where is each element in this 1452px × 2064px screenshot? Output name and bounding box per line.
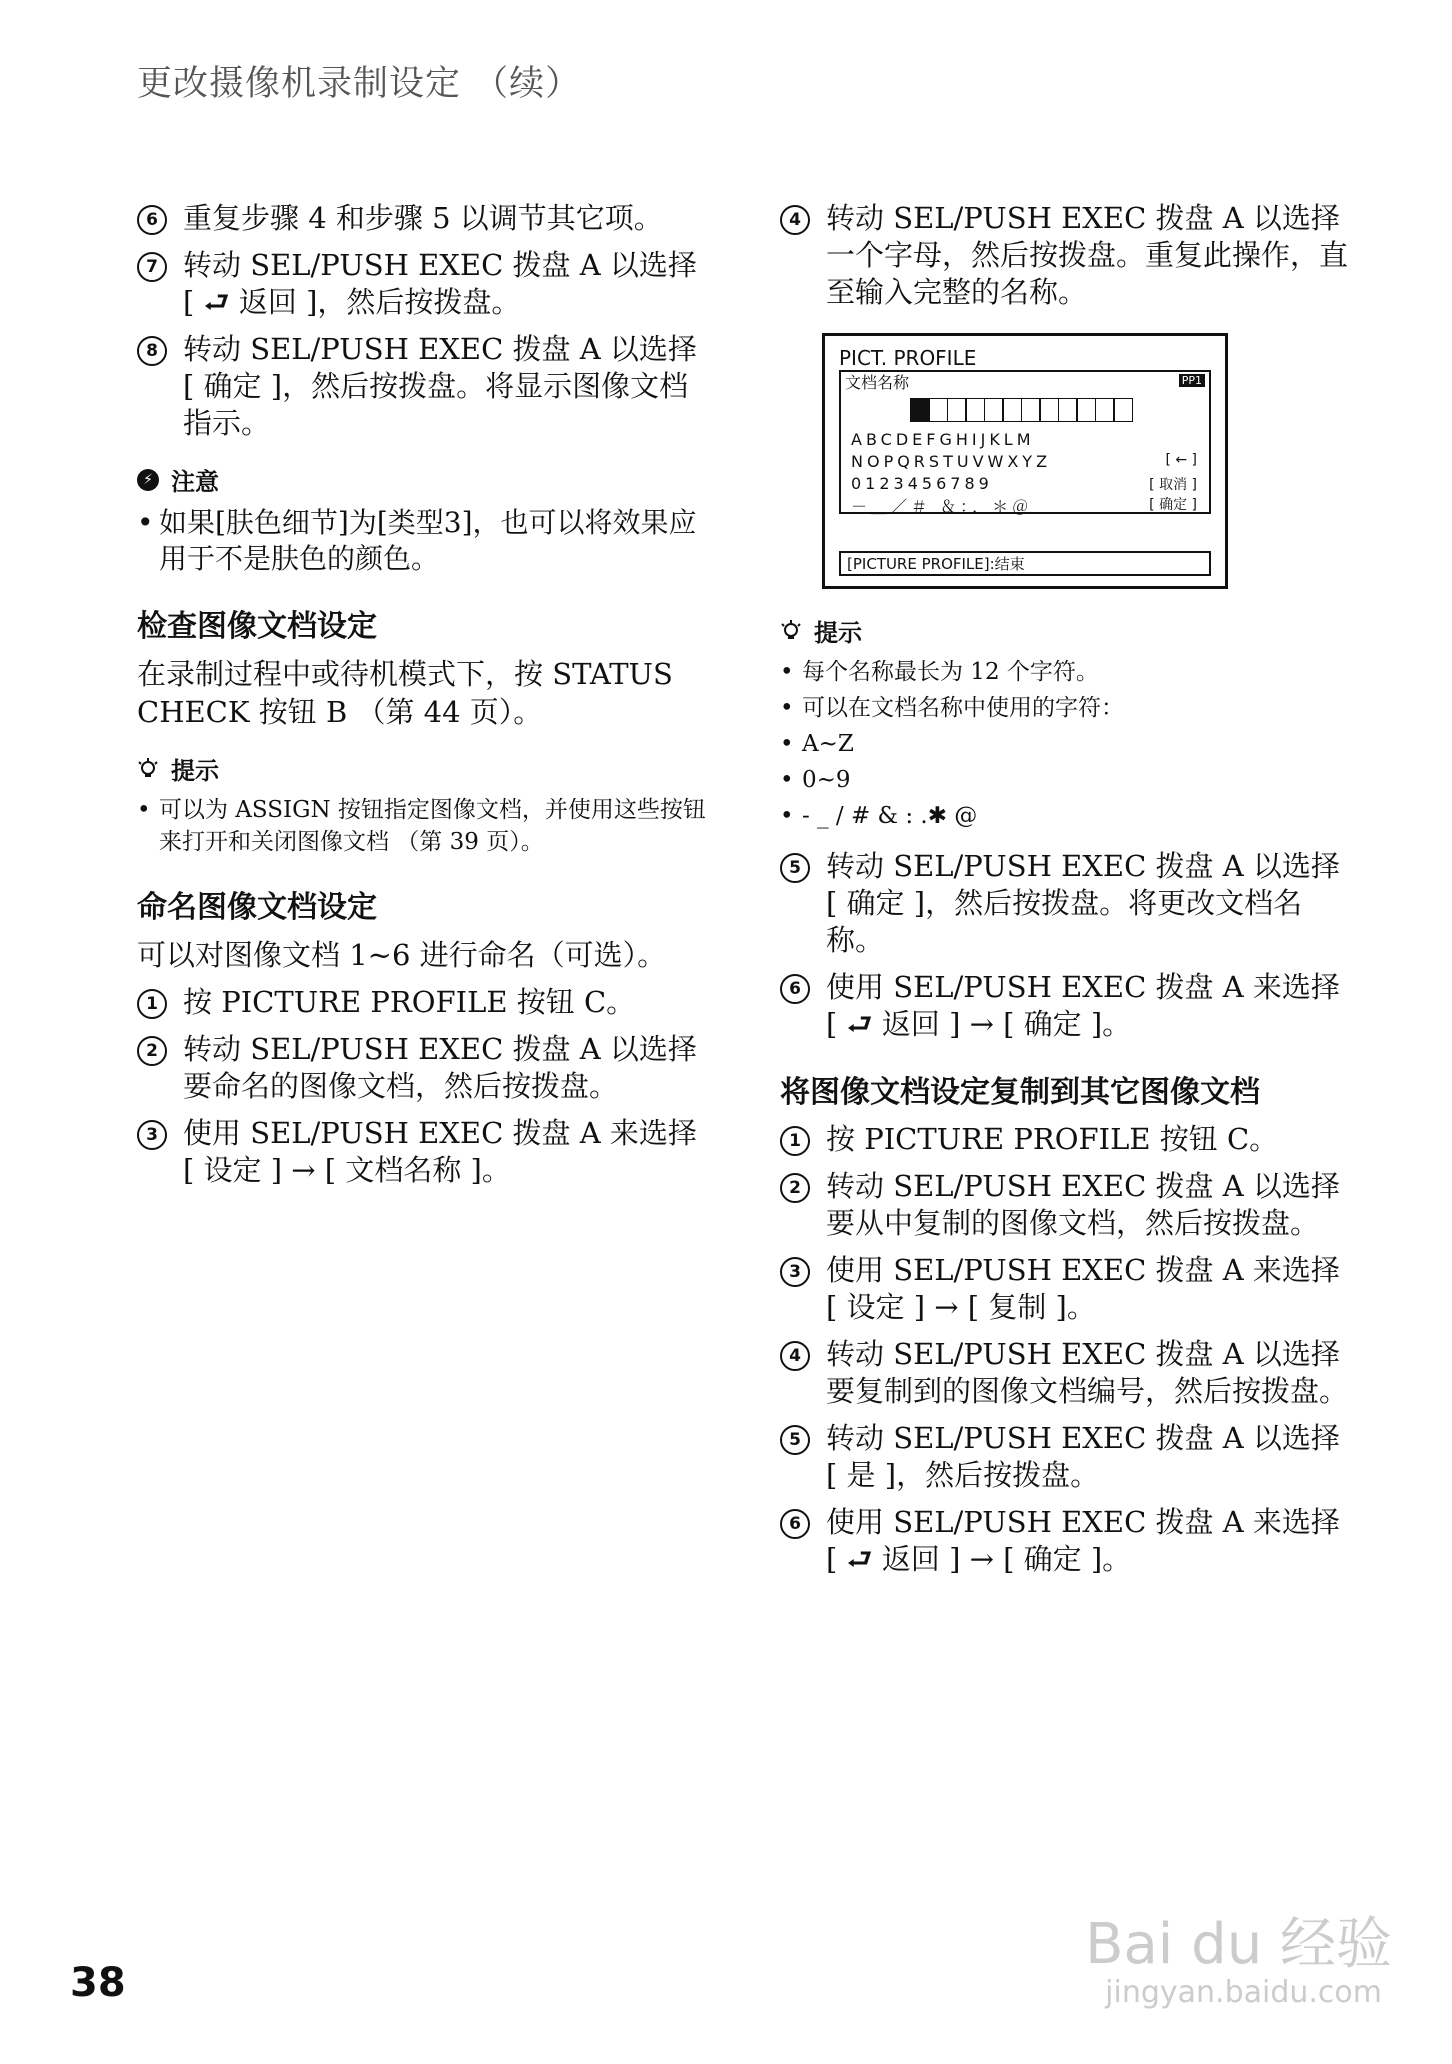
step-item (780, 848, 1350, 959)
step-item (137, 331, 707, 442)
caution-icon: ⚡ (137, 469, 159, 491)
step-text: 使用 SEL/PUSH EXEC 拨盘 A 来选择 [ 设定 ] → [ 文档名称 ]。 (183, 1116, 697, 1187)
tip1-heading (137, 751, 707, 786)
page-number: 38 (70, 1960, 126, 2006)
step-text: 使用 SEL/PUSH EXEC 拨盘 A 来选择 [ 设定 ] → [ 复制 ]。 (826, 1253, 1340, 1324)
lightbulb-icon (137, 758, 159, 780)
step-number: 5 (780, 1425, 810, 1455)
step-item (780, 1504, 1350, 1578)
step-item (780, 1336, 1350, 1410)
profile-badge: PP1 (1179, 374, 1205, 387)
note-text: • 如果[肤色细节]为[类型3]，也可以将效果应用于不是肤色的颜色。 (137, 505, 707, 577)
step-item (137, 984, 707, 1021)
step-number: 2 (137, 1036, 167, 1066)
tip2-heading (780, 613, 1350, 648)
step-number: 5 (780, 853, 810, 883)
step-item (780, 1420, 1350, 1494)
step-number: 3 (137, 1120, 167, 1150)
section-check-text: 在录制过程中或待机模式下，按 STATUS CHECK 按钮 B （第 44 页）。 (137, 657, 673, 729)
tip1-title: 提示 (171, 757, 219, 785)
watermark-url: jingyan.baidu.com (1105, 1975, 1382, 2010)
screen-panel (839, 370, 1211, 514)
step-text: 转动 SEL/PUSH EXEC 拨盘 A 以选择 [ 是 ]，然后按拨盘。 (826, 1421, 1340, 1492)
step-item (137, 247, 707, 321)
steps-c (780, 848, 1350, 1043)
steps-a (137, 200, 707, 442)
section-check-title: 检查图像文档设定 (137, 609, 377, 644)
char-row-2: NOPQRSTUVWXYZ (851, 452, 1052, 471)
cancel-option: [ 取消 ] (1149, 477, 1197, 493)
step-number: 4 (780, 1341, 810, 1371)
step-item (137, 200, 707, 237)
note-title: 注意 (171, 468, 219, 496)
step-number: 6 (780, 1509, 810, 1539)
step-number: 2 (780, 1173, 810, 1203)
step-number: 1 (780, 1126, 810, 1156)
right-column (780, 200, 1350, 1588)
lcd-screen-illustration (822, 333, 1228, 589)
step-number: 8 (137, 336, 167, 366)
step-text: 按 PICTURE PROFILE 按钮 C。 (183, 985, 636, 1019)
step-number: 4 (780, 205, 810, 235)
page-header: 更改摄像机录制设定 （续） (137, 64, 582, 104)
screen-label: 文档名称 (845, 373, 910, 392)
step-text: 转动 SEL/PUSH EXEC 拨盘 A 以选择 [ ⮐ 返回 ]，然后按拨盘。 (183, 248, 697, 319)
backspace-option: [ ← ] (1165, 452, 1197, 468)
step-text: 转动 SEL/PUSH EXEC 拨盘 A 以选择要从中复制的图像文档，然后按拨盘。 (826, 1169, 1340, 1240)
step-item (137, 1031, 707, 1105)
step-text: 转动 SEL/PUSH EXEC 拨盘 A 以选择 [ 确定 ]，然后按拨盘。将显示图像文档指示。 (183, 332, 697, 440)
step-item (137, 1115, 707, 1189)
tip2-list (780, 656, 1350, 832)
step-item (780, 1252, 1350, 1326)
tip2-item: • 每个名称最长为 12 个字符。 (780, 656, 1350, 688)
step-text: 使用 SEL/PUSH EXEC 拨盘 A 来选择 [ ⮐ 返回 ] → [ 确定 ]。 (826, 1505, 1340, 1576)
lightbulb-icon (780, 620, 802, 642)
tip2-item: • 可以在文档名称中使用的字符： (780, 692, 1350, 724)
screen-footer: [PICTURE PROFILE]:结束 (839, 551, 1211, 576)
step-number: 1 (137, 989, 167, 1019)
char-row-3: 0123456789 (851, 474, 993, 493)
step-item (780, 1168, 1350, 1242)
step-number: 6 (780, 974, 810, 1004)
step-text: 转动 SEL/PUSH EXEC 拨盘 A 以选择要命名的图像文档，然后按拨盘。 (183, 1032, 697, 1103)
step-item (780, 1121, 1350, 1158)
section-name-title: 命名图像文档设定 (137, 890, 377, 925)
step-text: 重复步骤 4 和步骤 5 以调节其它项。 (183, 201, 663, 235)
step-item (780, 969, 1350, 1043)
char-row-1: ABCDEFGHIJKLM (851, 430, 1035, 449)
step-text: 使用 SEL/PUSH EXEC 拨盘 A 来选择 [ ⮐ 返回 ] → [ 确定 ]。 (826, 970, 1340, 1041)
step-number: 3 (780, 1257, 810, 1287)
tip2-item: • A~Z (780, 728, 1350, 760)
note-heading (137, 462, 707, 497)
watermark-logo: Bai du 经验 (1085, 1912, 1392, 1977)
step-number: 7 (137, 252, 167, 282)
step-text: 按 PICTURE PROFILE 按钮 C。 (826, 1122, 1279, 1156)
step-number: 6 (137, 205, 167, 235)
steps-d (780, 1121, 1350, 1578)
steps-b (137, 984, 707, 1189)
ok-option: [ 确定 ] (1149, 497, 1197, 513)
section-name-text: 可以对图像文档 1~6 进行命名（可选）。 (137, 938, 667, 972)
char-row-4: －＿／＃ ＆：．＊＠ (851, 497, 1033, 516)
left-column (137, 200, 707, 1199)
step-text: 转动 SEL/PUSH EXEC 拨盘 A 以选择 [ 确定 ]，然后按拨盘。将更改文档名称。 (826, 849, 1340, 957)
tip1-text: • 可以为 ASSIGN 按钮指定图像文档，并使用这些按钮来打开和关闭图像文档 （第 39 页）。 (137, 794, 707, 858)
section-copy-title: 将图像文档设定复制到其它图像文档 (780, 1075, 1260, 1110)
step-text: 转动 SEL/PUSH EXEC 拨盘 A 以选择一个字母，然后按拨盘。重复此操作，直至输入完整的名称。 (826, 201, 1349, 309)
tip2-item: • - _ / # & : .✱ @ (780, 800, 1350, 832)
tip2-title: 提示 (814, 619, 862, 647)
tip2-item: • 0~9 (780, 764, 1350, 796)
screen-title: PICT. PROFILE (839, 346, 977, 370)
step-4 (780, 200, 1350, 311)
step-text: 转动 SEL/PUSH EXEC 拨盘 A 以选择要复制到的图像文档编号，然后按拨盘。 (826, 1337, 1349, 1408)
name-input-cells (911, 398, 1133, 422)
